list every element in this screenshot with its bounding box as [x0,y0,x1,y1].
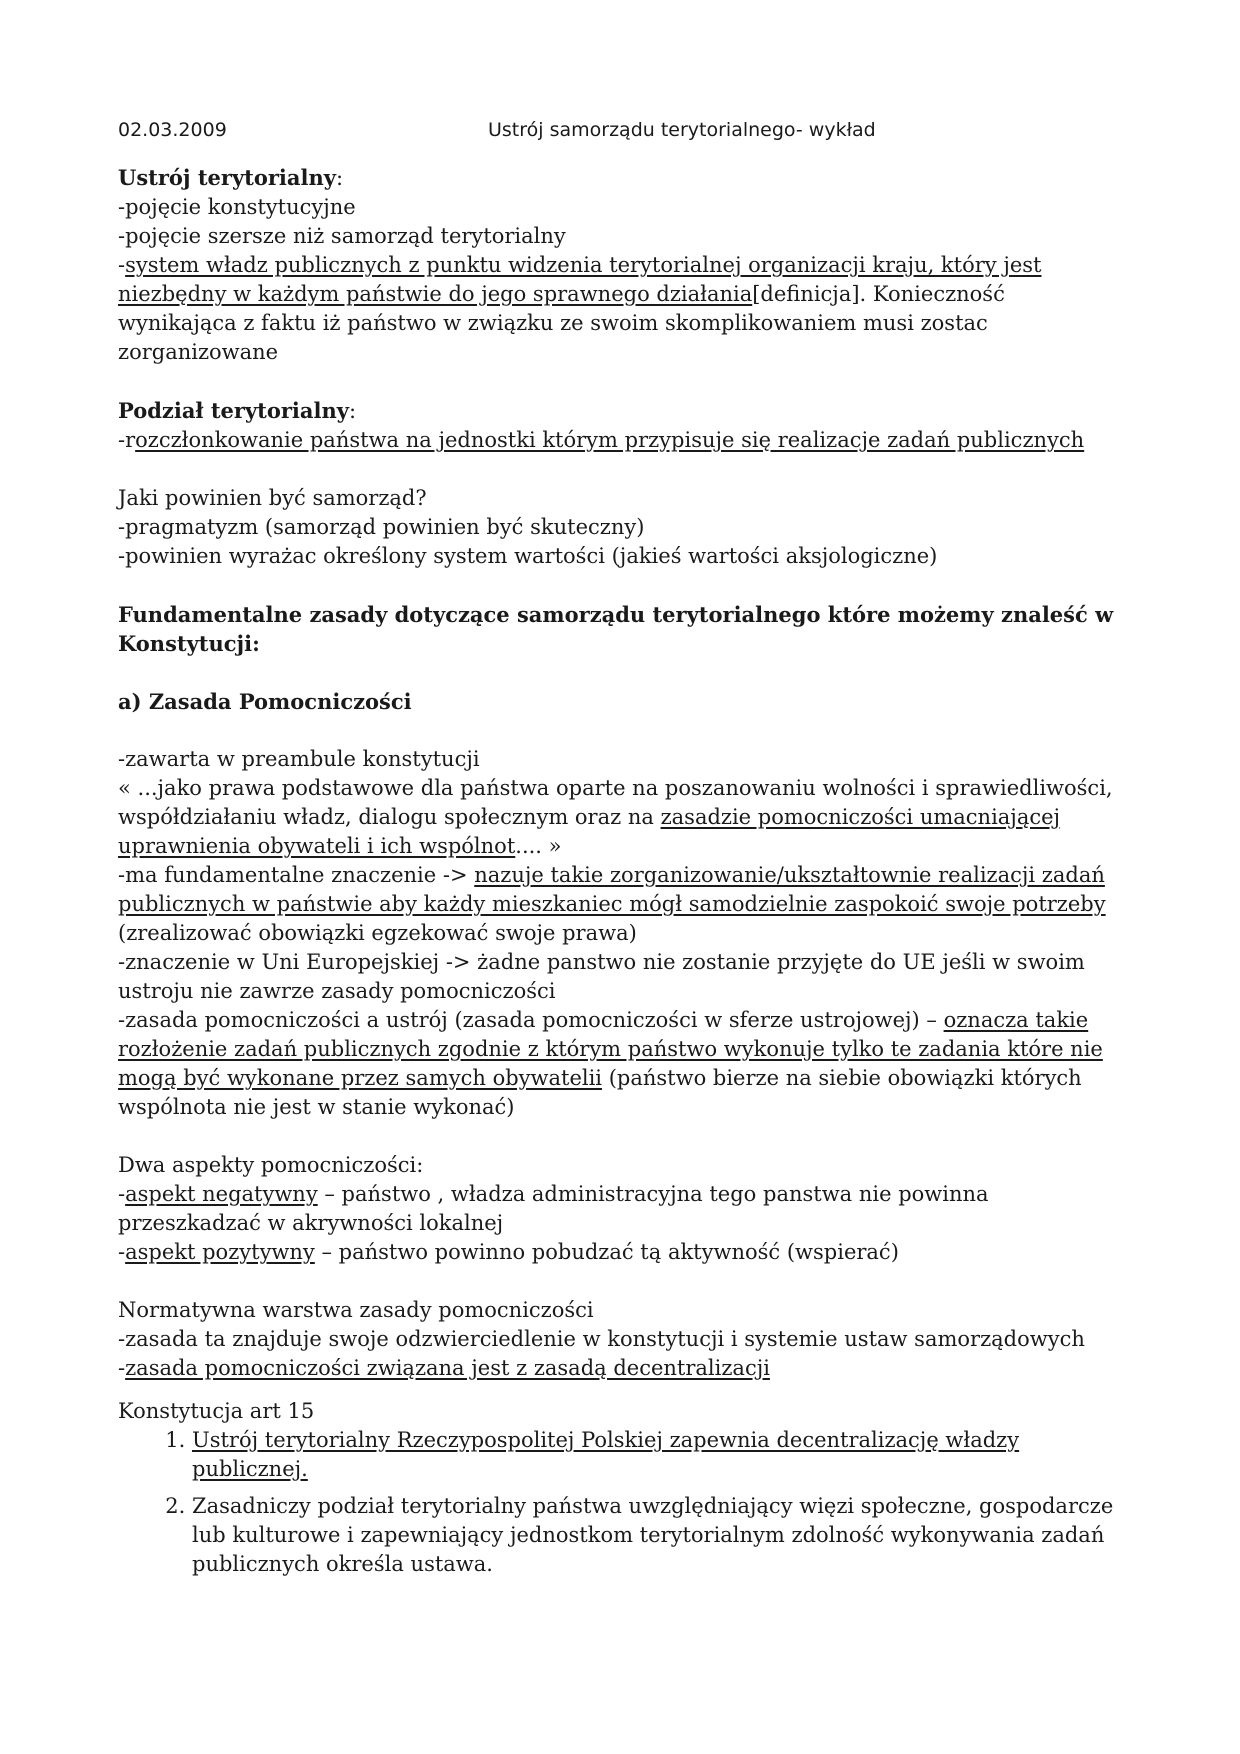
jaki-line-1: -pragmatyzm (samorząd powinien być skuteczny) [118,515,645,539]
aspekt-pozytywny-dash: - [118,1240,126,1264]
header-date: 02.03.2009 [118,119,227,141]
normatywna-line-1: -zasada ta znajduje swoje odzwierciedlenie w konstytucji i systemie ustaw samorządowych [118,1327,1085,1351]
zasada-heading: a) Zasada Pomocniczości [118,689,412,714]
document-page [118,116,1128,1587]
document-header [118,116,1128,145]
section-podzial-heading [118,396,1128,426]
zasada-line-5-underlined: oznacza takie rozłożenie zadań publicznych zgodnie z którym państwo wykonuje tylko te zadania które nie mogą być wykonane przez samych obywatelii [118,1008,1103,1090]
zasada-line-3-underlined: nazuje takie zorganizowanie/ukształtownie realizacji zadań publicznych w państwie aby każdy mieszkaniec mógł samodzielnie zaspokoić swoje potrzeby [118,863,1106,916]
konstytucja-article-list [118,1426,1128,1579]
aspekty-title: Dwa aspekty pomocniczości: [118,1153,424,1177]
normatywna-line-2-dash: - [118,1356,126,1380]
aspekt-negatywny-label: aspekt negatywny [125,1182,318,1206]
konstytucja-item-2-text: Zasadniczy podział terytorialny państwa uwzględniający więzi społeczne, gospodarcze lub kulturowe i zapewniający jednostkom terytorialnym zdolność wykonywania zadań publicznych określa ustawa. [192,1494,1114,1576]
aspekt-pozytywny-line [118,1238,1128,1267]
konstytucja-title: Konstytucja art 15 [118,1399,315,1423]
zasada-line-3 [118,861,1128,948]
normatywna-line-2-underlined: zasada pomocniczości związana jest z zasadą decentralizacji [125,1356,770,1380]
zasada-quote-a: « ...jako prawa podstawowe dla państwa oparte na poszanowaniu wolności i sprawiedliwości, współdziałaniu władz, dialogu społecznym oraz na [118,776,1113,829]
zasada-line-1: -zawarta w preambule konstytucji [118,747,480,771]
aspekt-pozytywny-label: aspekt pozytywny [125,1240,315,1264]
podzial-heading: Podział terytorialny [118,398,349,423]
zasada-line-3-b: (zrealizować obowiązki egzekować swoje prawa) [118,921,637,945]
zasada-line-5 [118,1006,1128,1122]
section-ustroj-heading [118,163,1128,193]
ustroj-line-3 [118,251,1128,367]
ustroj-line-3-dash: - [118,253,126,277]
aspekt-pozytywny-text: – państwo powinno pobudzać tą aktywność (wspierać) [314,1240,899,1264]
podzial-line-1-dash: -r [118,428,136,452]
ustroj-line-3-rest: [definicja]. Konieczność wynikająca z faktu iż państwo w związku ze swoim skomplikowaniem musi zostac zorganizowane [118,282,1005,364]
zasada-line-5-b: (państwo bierze na siebie obowiązki których wspólnota nie jest w stanie wykonać) [118,1066,1082,1119]
aspekt-negatywny-dash: - [118,1182,126,1206]
konstytucja-item-2 [192,1492,1128,1579]
normatywna-title: Normatywna warstwa zasady pomocniczości [118,1298,594,1322]
podzial-colon: : [348,399,357,423]
podzial-line-1 [118,426,1128,455]
zasada-line-5-a: -zasada pomocniczości a ustrój (zasada pomocniczości w sferze ustrojowej) – [118,1008,944,1032]
zasada-quote-b: .... » [515,834,562,858]
zasada-quote [118,774,1128,861]
zasada-line-3-a: -ma fundamentalne znaczenie -> [118,863,475,887]
aspekt-negatywny-text: – państwo , władza administracyjna tego panstwa nie powinna przeszkadzać w akrywności lokalnej [118,1182,989,1235]
ustroj-colon: : [335,166,344,190]
jaki-line-2: -powinien wyrażac określony system wartości (jakieś wartości aksjologiczne) [118,544,938,568]
zasada-line-4: -znaczenie w Uni Europejskiej -> żadne panstwo nie zostanie przyjęte do UE jeśli w swoim ustroju nie zawrze zasady pomocniczości [118,950,1085,1003]
ustroj-heading: Ustrój terytorialny [118,165,336,190]
fundamentalne-heading: Fundamentalne zasady dotyczące samorządu terytorialnego które możemy znaleść w Konstytucji: [118,602,1114,656]
jaki-question: Jaki powinien być samorząd? [118,486,427,510]
ustroj-definition: system władz publicznych z punktu widzenia terytorialnej organizacji kraju, który jest niezbędny w każdym państwie do jego sprawnego działania [118,253,1042,306]
konstytucja-item-1 [192,1426,1128,1484]
ustroj-line-1: -pojęcie konstytucyjne [118,195,356,219]
aspekt-negatywny-line [118,1180,1128,1238]
podzial-definition: ozczłonkowanie państwa na jednostki którym przypisuje się realizacje zadań publicznych [135,428,1085,452]
ustroj-line-2: -pojęcie szersze niż samorząd terytorialny [118,224,566,248]
normatywna-line-2 [118,1354,1128,1383]
zasada-quote-underlined: zasadzie pomocniczości umacniającej uprawnienia obywateli i ich wspólnot [118,805,1061,858]
konstytucja-item-1-text: Ustrój terytorialny Rzeczypospolitej Polskiej zapewnia decentralizację władzy publicznej. [192,1428,1020,1481]
header-title: Ustrój samorządu terytorialnego- wykład [488,119,876,141]
